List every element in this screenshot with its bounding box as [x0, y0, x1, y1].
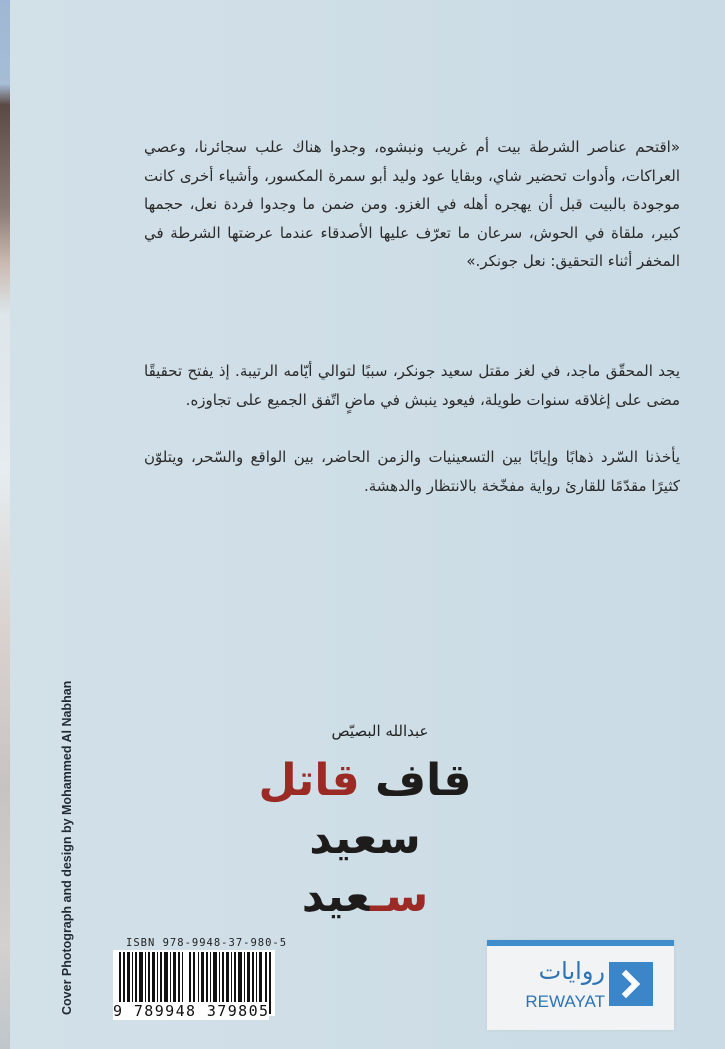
title-line-1 [240, 752, 490, 810]
barcode-digits [113, 1002, 279, 1020]
cover-credit: Cover Photograph and design by Mohammed Al Nabhan [60, 680, 74, 1015]
publisher-logo-box [487, 940, 674, 1030]
isbn-label: ISBN 978-9948-37-980-5 [126, 937, 288, 949]
chevron-right-icon [609, 962, 653, 1006]
blurb-paragraph-1: يجد المحقّق ماجد، في لغز مقتل سعيد جونكر، سببًا لتوالي أيّامه الرتيبة. إذ يفتح تحقيقًا مضى على إغلاقه سنوات طويلة، فيعود ينبش في ماضٍ اتّفق الجميع على تجاوزه. [144, 362, 680, 409]
title-word-seen: سعيد [309, 813, 421, 864]
blurb-paragraph-2: يأخذنا السّرد ذهابًا وإيابًا بين التسعينيات والزمن الحاضر، بين الواقع والسّحر، ويتلوّن كثيرًا مقدّمًا للقارئ رواية مفخّخة بالانتظار والدهشة. [144, 448, 680, 495]
book-title [240, 752, 490, 926]
publisher-accent-bar [487, 940, 674, 946]
title-word-qaf: قاف [375, 755, 472, 806]
publisher-name-english: REWAYAT [525, 992, 605, 1011]
barcode-digits-text: 9 789948 379805 [113, 1002, 270, 1020]
title-word-qatil: قاتل [258, 755, 360, 806]
title-word-saeed-piece: سـ [369, 871, 429, 922]
blurb-quote: «اقتحم عناصر الشرطة بيت أم غريب ونبشوه، وجدوا هناك علب سجائرنا، وعصي العراكات، وأدوات تحضير شاي، وبقايا عود وليد أبو سمرة المكسور، وأشياء أخرى كانت موجودة بالبيت قبل أن يهجره أهله في الغزو. ومن ضمن ما وجدوا فردة نعل، حجمها كبير، ملقاة في الحوش، سرعان ما تعرّف عليها الأصدقاء عندما عرضتها الشرطة في المخفر أثناء التحقيق: نعل جونكر.» [144, 138, 680, 270]
publisher-name-arabic: روايات [538, 957, 605, 985]
spine-edge [0, 0, 10, 1049]
title-line-2 [240, 810, 490, 926]
title-word-saeed-rest: عيد [301, 871, 370, 922]
author-name: عبدالله البصيّص [331, 722, 429, 740]
publisher-logo [609, 962, 653, 1006]
